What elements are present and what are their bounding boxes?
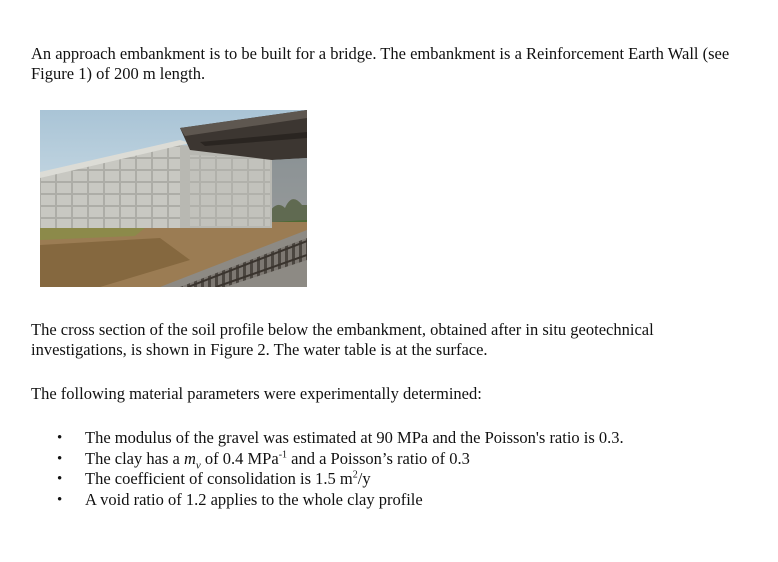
reinforced-earth-wall-image (40, 110, 307, 287)
list-item-consolidation: • The coefficient of consolidation is 1.5 $m^2/y$ (57, 469, 624, 490)
parameters-intro: The following material parameters were experimentally determined: (31, 384, 482, 403)
cross-section-paragraph: The cross section of the soil profile below the embankment, obtained after in situ geotechnical investigations, is shown in Figure 2. The water table is at the surface. (31, 320, 654, 359)
list-item-gravel: • The modulus of the gravel was estimated at 90 MPa and the Poisson's ratio is 0.3. (57, 428, 624, 449)
list-item-void-ratio: • A void ratio of 1.2 applies to the whole clay profile (57, 490, 624, 511)
parameter-list (57, 428, 624, 510)
figure-1-photo (40, 110, 307, 287)
intro-paragraph: An approach embankment is to be built for a bridge. The embankment is a Reinforcement Earth Wall (see Figure 1) of 200 m length. (31, 44, 730, 83)
list-item-clay: • The clay has a $m_v$ of 0.4 MPa$^{-1}$ and a Poisson’s ratio of 0.3 (57, 449, 624, 470)
